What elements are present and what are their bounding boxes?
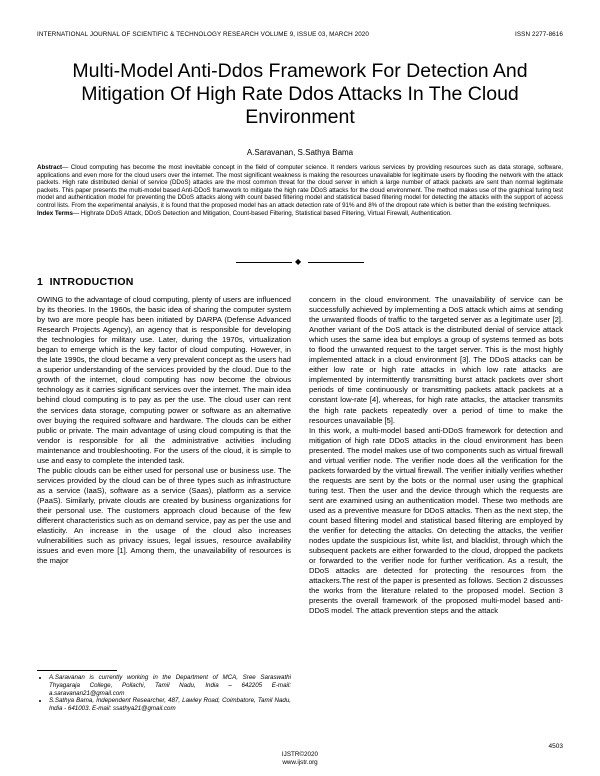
abstract-label: Abstract [37,164,63,171]
issn-label: ISSN 2277-8616 [515,31,563,38]
journal-header: INTERNATIONAL JOURNAL OF SCIENTIFIC & TECHNOLOGY RESEARCH VOLUME 9, ISSUE 03, MARCH 2020 [37,31,369,38]
section-heading [37,276,134,288]
section-divider [236,258,364,268]
index-terms-paragraph [37,210,563,218]
section-title: INTRODUCTION [49,276,134,288]
abstract-paragraph [37,164,563,210]
body-paragraph: OWING to the advantage of cloud computing, plenty of users are influenced by its theories. In the 1960s, the basic idea of sharing the computer system by two are more people has been initiated by DARPA (Defense Advanced Research Projects Agency), an agency that is responsible for developing the technologies for military use. Later, during the 1970s, virtualization began to emerge which is the key factor of cloud computing. However, in the late 1990s, the cloud became a very prevalent concept as the users had a superior understanding of the services provided by the cloud. Due to the growth of the internet, cloud computing has now become the obvious technology as it carries significant services over the internet. The main idea behind cloud computing is to pay as per the use. The cloud user can rent the services data storage, computing power or software as an alternative over buying the required software and hardware. The clouds can be either public or private. The main advantage of using cloud computing is that the vendor is responsible for all the administrative activities including maintenance and troubleshooting. For the users of the cloud, it is simple to use and easy to complete the intended task. [37,295,291,465]
right-column [309,295,563,617]
page-number: 4503 [548,743,563,750]
divider-line-left [236,262,292,263]
abstract-text: — Cloud computing has become the most inevitable concept in the field of computer science. It renders various services by providing resources such as data storage, software, applications and even more for the cloud users over the internet. The most significant weakness is making the resources unavailable for legitimate users by flooding the network with the attack packets. High rate distributed denial of service (DDoS) attacks are the most common threat for the cloud server in which a large number of attack packets are sent than normal legitimate packets. This paper presents the multi-model based Anti-DDoS framework to mitigate the high rate DDoS attacks for the cloud environment. The method makes use of the graphical turing test model and authentication model for preventing the DDoS attacks along with count based filtering model and statistical based filtering model for detecting the attacks with the support of access control lists. From the experimental analysis, it is found that the proposed model has an attack detection rate of 91% and 8% of the dropout rate which is better than the existing techniques. [37,164,563,209]
footer-url[interactable]: www.ijstr.org [282,758,318,766]
footer-code: IJSTR©2020 [281,751,319,758]
section-number: 1 [37,276,44,288]
footnote-rule [37,670,117,671]
index-terms-text: — Highrate DDoS Attack, DDoS Detection and Mitigation, Count-based Filtering, Statistical based Filtering, Virtual Firewall, Authentication. [73,209,452,217]
diamond-icon: ◆ [295,257,302,266]
footnote-item: • S.Sathya Bama, Independent Researcher, 487, Lawley Road, Coimbatore, Tamil Nadu, India - 641003. E-mail: ssathya21@gmail.com [49,697,291,713]
divider-line-right [308,262,364,263]
footnote-item: • A.Saravanan is currently working in the Department of MCA, Sree Saraswathi Thyagaraja College, Pollachi, Tamil Nadu, India – 642205 E-mail: a.saravanan21@gmail.com [49,674,291,697]
author-footnotes [37,674,291,713]
index-terms-label: Index Terms [37,209,73,217]
author-list: A.Saravanan, S.Sathya Bama [246,148,354,157]
body-paragraph: In this work, a multi-model based anti-DDoS framework for detection and mitigation of high rate DDoS attacks in the cloud environment has been presented. The model makes use of two components such as virtual firewall and virtual verifier node. The verifier node does all the verification for the packets forwarded by the virtual firewall. The verifier initially verifies whether the requests are sent by the bots or the normal user using the graphical turing test. Then the user and the device through which the requests are sent are examined using an authentication model. These two methods are used as a preventive measure for DDoS attacks. Then as the next step, the count based filtering model and statistical based filtering are employed by the verifier for detecting the attacks. On detecting the attacks, the verifier nodes update the suspicious list, white list, and blacklist, through which the subsequent packets are either forwarded to the cloud, dropped the packets or forwarded to the verifier node for further verification. As a result, the DDoS attacks are detected for protecting the resources from the attackers.The rest of the paper is presented as follows. Section 2 discusses the works from the literature related to the proposed model. Section 3 presents the overall framework of the proposed multi-model based anti-DDoS model. The attack prevention steps and the attack [309,425,563,616]
left-column [37,295,291,566]
body-paragraph: concern in the cloud environment. The unavailability of service can be successfully achieved by implementing a DoS attack which aims at sending the unwanted floods of traffic to the targeted server as a legitimate user [2]. Another variant of the DoS attack is the distributed denial of service attack which uses the same idea but employs a group of systems termed as bots to flood the unwanted request to the target server. This is the most highly implemented attack in a cloud environment [3]. The DDoS attacks can be either low rate or high rate attacks in which low rate attacks are implemented by intermittently transmitting burst attack packets over short periods of time continuously or transmitting packets attack packets at a constant low-rate [4], whereas, for high rate attacks, the attacker transmits the high rate packets repeatedly over a period of time to make the resources unavailable [5]. [309,295,563,425]
body-paragraph: The public clouds can be either used for personal use or business use. The services provided by the cloud can be of three types such as infrastructure as a service (IaaS), software as a service (Saas), platform as a service (PaaS). Similarly, private clouds are created by business organizations for their personal use. The customers approach cloud because of the few different characteristics such as on demand service, pay as per the use and elasticity. An increase in the usage of the cloud also increases vulnerabilities such as privacy issues, legal issues, resource availability issues and even more [1]. Among them, the unavailability of resources is the major [37,465,291,566]
paper-title: Multi-Model Anti-Ddos Framework For Detection And Mitigation Of High Rate Ddos Attacks In The Cloud Environment [72,60,528,128]
page-footer [0,751,600,766]
abstract-block [37,164,563,217]
